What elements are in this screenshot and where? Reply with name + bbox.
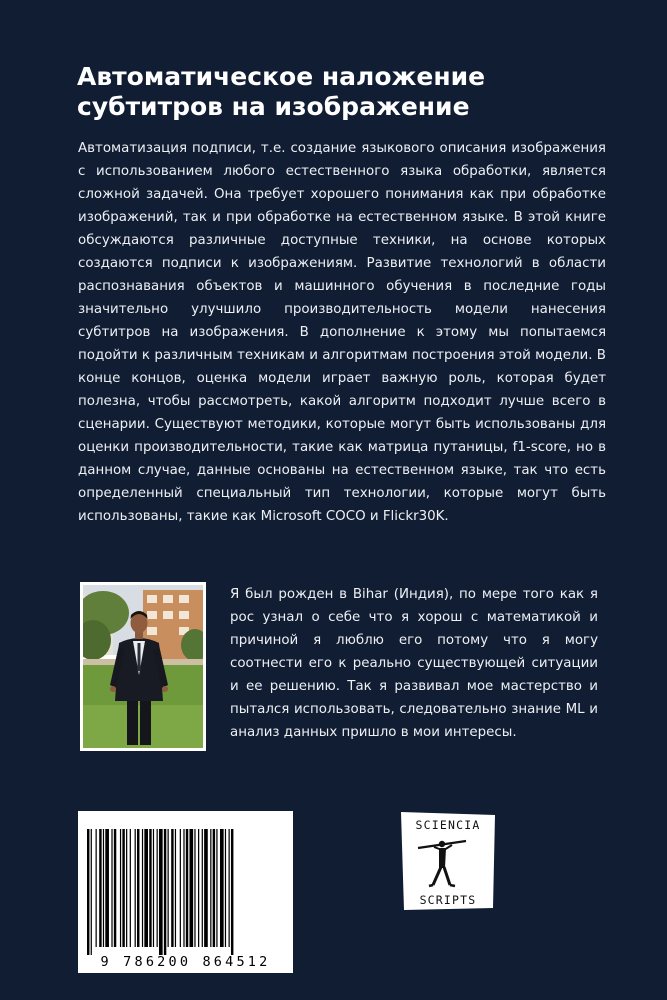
- barcode-bar: [189, 829, 193, 947]
- barcode-bar: [171, 829, 173, 947]
- barcode-bar: [142, 829, 143, 947]
- barcode-bar: [213, 829, 215, 947]
- publisher-name-bottom: SCRIPTS: [419, 893, 477, 907]
- isbn-barcode: [78, 811, 293, 973]
- barcode-bar: [137, 829, 139, 947]
- barcode-bar: [175, 829, 176, 947]
- author-bio: Я был рожден в Bihar (Индия), по мере того как я рос узнал о себе что я хорош с математикой и причиной я люблю его потому что я могу соотнести его к реально существующей ситуации и ее решению. Так я развивал мое мастерство и пытался использовать, следовательно знание ML и анализ данных пришло в мои интересы.: [230, 587, 598, 740]
- book-title-line-1: Автоматическое наложение: [77, 62, 486, 91]
- publisher-name-top: SCIENCIA: [415, 818, 481, 832]
- sciencia-scripts-logo: [398, 810, 498, 912]
- barcode-bar: [153, 829, 154, 947]
- barcode-bar: [126, 829, 127, 947]
- barcode-bar: [194, 829, 195, 947]
- barcode-bar: [204, 829, 208, 947]
- barcode-bar: [103, 829, 104, 947]
- barcode-bar: [159, 829, 163, 955]
- barcode-bar: [229, 829, 230, 947]
- publisher-logo: [398, 810, 498, 912]
- barcode-bar: [220, 829, 224, 947]
- barcode-bar: [99, 829, 101, 947]
- barcode-digits: 9 786200 864512: [100, 954, 271, 970]
- author-photo: [80, 582, 206, 751]
- barcode-bar: [96, 829, 97, 947]
- book-title-line-2: субтитров на изображение: [77, 92, 470, 121]
- barcode-bar: [198, 829, 199, 947]
- book-description: Автоматизация подписи, т.е. создание языкового описания изображения с использованием любого естественного языка обработки, является сложной задачей. Она требует хорошего понимания как при обработке изображений, так и при обработке на естественном языке. В этой книге обсуждаются различные доступные техники, на основе которых создаются подписи к изображениям. Развитие технологий в области распознавания объектов и машинного обучения в последние годы значительно улучшило производительность модели нанесения субтитров на изображения. В дополнение к этому мы попытаемся подойти к различным техникам и алгоритмам построения этой модели. В конце концов, оценка модели играет важную роль, которая будет полезна, чтобы рассмотреть, какой алгоритм подходит лучше всего в сценарии. Существуют методики, которые могут быть использованы для оценки производительности, такие как матрица путаницы, f1-score, но в данном случае, данные основаны на естественном языке, так что есть определенный специальный тип технологии, которые могут быть использованы, такие как Microsoft COCO и Flickr30K.: [78, 141, 606, 524]
- barcode-bar: [87, 829, 89, 955]
- barcode-bar: [91, 829, 92, 955]
- barcode-bar: [105, 829, 109, 947]
- barcode-bar: [210, 829, 211, 947]
- barcode-bar: [144, 829, 148, 947]
- barcode-bar: [231, 829, 233, 955]
- barcode-bar: [186, 829, 188, 947]
- barcode-bar: [120, 829, 121, 947]
- barcode-bar: [135, 829, 136, 947]
- barcode-bar: [157, 829, 158, 947]
- barcode-bar: [164, 829, 166, 955]
- barcode-bar: [111, 829, 112, 947]
- barcode-bar: [216, 829, 217, 947]
- barcode-bar: [225, 829, 226, 947]
- barcode-bar: [168, 829, 169, 947]
- barcode-bar: [180, 829, 181, 947]
- barcode-bar: [130, 829, 131, 947]
- barcode-bar: [149, 829, 151, 947]
- book-title: [77, 62, 597, 122]
- barcode-graphic: [78, 811, 293, 973]
- barcode-bar: [183, 829, 184, 947]
- barcode-bars: [87, 829, 233, 955]
- barcode-bar: [202, 829, 203, 947]
- barcode-bar: [114, 829, 116, 947]
- author-portrait-image: [83, 585, 203, 748]
- barcode-bar: [122, 829, 124, 947]
